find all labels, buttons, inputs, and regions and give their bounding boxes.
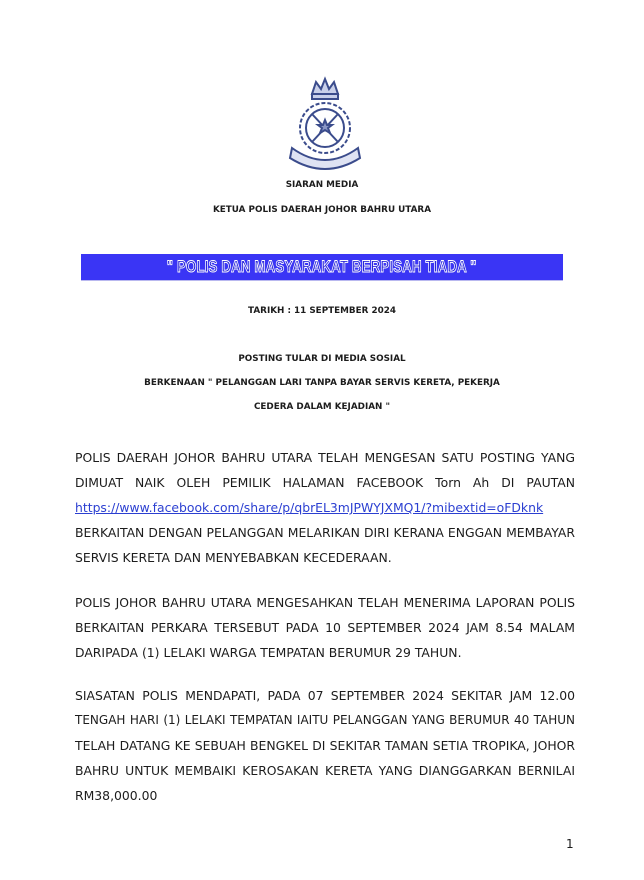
police-crest-logo xyxy=(286,76,364,176)
paragraph-line: SERVIS KERETA DAN MENYEBABKAN KECEDERAAN. xyxy=(75,550,392,565)
paragraph-line: SIASATAN POLIS MENDAPATI, PADA 07 SEPTEMBER 2024 SEKITAR JAM 12.00 xyxy=(75,688,575,703)
paragraph-line: BAHRU UNTUK MEMBAIKI KEROSAKAN KERETA YANG DIANGGARKAN BERNILAI xyxy=(75,763,575,778)
paragraph-line: DARIPADA (1) LELAKI WARGA TEMPATAN BERUMUR 29 TAHUN. xyxy=(75,645,462,660)
page-number: 1 xyxy=(566,837,574,851)
paragraph-line: POLIS JOHOR BAHRU UTARA MENGESAHKAN TELAH MENERIMA LAPORAN POLIS xyxy=(75,595,575,610)
topic-line-1: POSTING TULAR DI MEDIA SOSIAL xyxy=(238,354,406,364)
page-subtitle: KETUA POLIS DAERAH JOHOR BAHRU UTARA xyxy=(212,205,432,215)
paragraph-3 xyxy=(75,683,575,808)
paragraph-line: TELAH DATANG KE SEBUAH BENGKEL DI SEKITAR TAMAN SETIA TROPIKA, JOHOR xyxy=(75,738,575,753)
motto-text: " POLIS DAN MASYARAKAT BERPISAH TIADA " xyxy=(167,257,477,276)
paragraph-line: RM38,000.00 xyxy=(75,788,158,803)
topic-line-2: BERKENAAN " PELANGGAN LARI TANPA BAYAR SERVIS KERETA, PEKERJA xyxy=(144,378,500,388)
paragraph-line: POLIS DAERAH JOHOR BAHRU UTARA TELAH MENGESAN SATU POSTING YANG xyxy=(75,450,575,465)
paragraph-line: BERKAITAN PERKARA TERSEBUT PADA 10 SEPTEMBER 2024 JAM 8.54 MALAM xyxy=(75,620,575,635)
page-title: SIARAN MEDIA xyxy=(285,180,359,190)
paragraph-line: BERKAITAN DENGAN PELANGGAN MELARIKAN DIRI KERANA ENGGAN MEMBAYAR xyxy=(75,525,575,540)
motto-banner xyxy=(81,254,563,281)
paragraph-line: DIMUAT NAIK OLEH PEMILIK HALAMAN FACEBOOK Torn Ah DI PAUTAN xyxy=(75,475,575,490)
paragraph-1 xyxy=(75,445,575,570)
paragraph-line-link-wrapper xyxy=(75,495,575,520)
paragraph-line: TENGAH HARI (1) LELAKI TEMPATAN IAITU PELANGGAN YANG BERUMUR 40 TAHUN xyxy=(75,713,575,727)
date-line: TARIKH : 11 SEPTEMBER 2024 xyxy=(248,306,396,316)
facebook-post-link[interactable]: https://www.facebook.com/share/p/qbrEL3mJPWYJXMQ1/?mibextid=oFDknk xyxy=(75,500,544,515)
topic-line-3: CEDERA DALAM KEJADIAN " xyxy=(253,402,391,412)
paragraph-2 xyxy=(75,590,575,665)
